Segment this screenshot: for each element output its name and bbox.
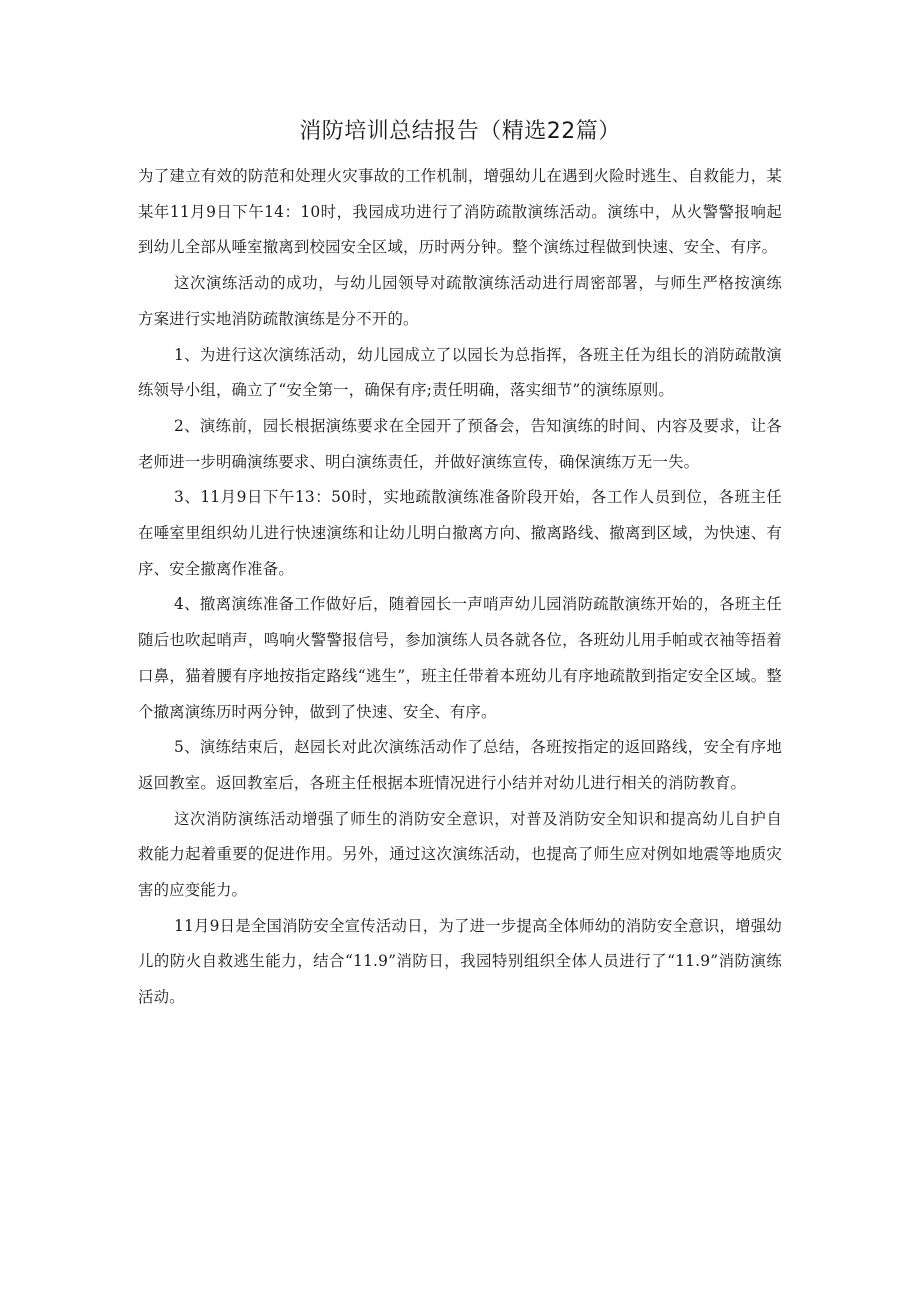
paragraph-item-4: 4、撤离演练准备工作做好后，随着园长一声哨声幼儿园消防疏散演练开始的，各班主任随后也吹起哨声，鸣响火警警报信号，参加演练人员各就各位，各班幼儿用手帕或衣袖等捂着口鼻，猫着腰有序地按指定路线“逃生”，班主任带着本班幼儿有序地疏散到指定安全区域。整个撤离演练历时两分钟，做到了快速、安全、有序。 [138, 595, 782, 721]
paragraph-effect: 这次消防演练活动增强了师生的消防安全意识，对普及消防安全知识和提高幼儿自护自救能力起着重要的促进作用。另外，通过这次演练活动，也提高了师生应对例如地震等地质灾害的应变能力。 [138, 809, 782, 900]
paragraph-intro: 为了建立有效的防范和处理火灾事故的工作机制，增强幼儿在遇到火险时逃生、自救能力，某某年11月9日下午14：10时，我园成功进行了消防疏散演练活动。演练中，从火警警报响起到幼儿全部从唾室撤离到校园安全区域，历时两分钟。整个演练过程做到快速、安全、有序。 [138, 167, 782, 257]
document-title: 消防培训总结报告（精选22篇） [299, 119, 621, 144]
paragraph-fire-day: 11月9日是全国消防安全宣传活动日，为了进一步提高全体师幼的消防安全意识，增强幼儿的防火自救逃生能力，结合“11.9”消防日，我园特别组织全体人员进行了“11.9”消防演练活动。 [138, 916, 782, 1007]
document-body [138, 159, 782, 1016]
paragraph-success-reason: 这次演练活动的成功，与幼儿园领导对疏散演练活动进行周密部署，与师生严格按演练方案进行实地消防疏散演练是分不开的。 [138, 274, 782, 328]
paragraph-item-1: 1、为进行这次演练活动，幼儿园成立了以园长为总指挥，各班主任为组长的消防疏散演练领导小组，确立了“安全第一，确保有序;责任明确，落实细节”的演练原则。 [138, 345, 782, 400]
paragraph-item-5: 5、演练结束后，赵园长对此次演练活动作了总结，各班按指定的返回路线，安全有序地返回教室。返回教室后，各班主任根据本班情况进行小结并对幼儿进行相关的消防教育。 [138, 738, 782, 792]
paragraph-item-2: 2、演练前，园长根据演练要求在全园开了预备会，告知演练的时间、内容及要求，让各老师进一步明确演练要求、明白演练责任，并做好演练宣传，确保演练万无一失。 [138, 416, 782, 471]
paragraph-item-3: 3、11月9日下午13：50时，实地疏散演练准备阶段开始，各工作人员到位，各班主任在唾室里组织幼儿进行快速演练和让幼儿明白撤离方向、撤离路线、撤离到区域，为快速、有序、安全撤离作准备。 [138, 488, 782, 578]
